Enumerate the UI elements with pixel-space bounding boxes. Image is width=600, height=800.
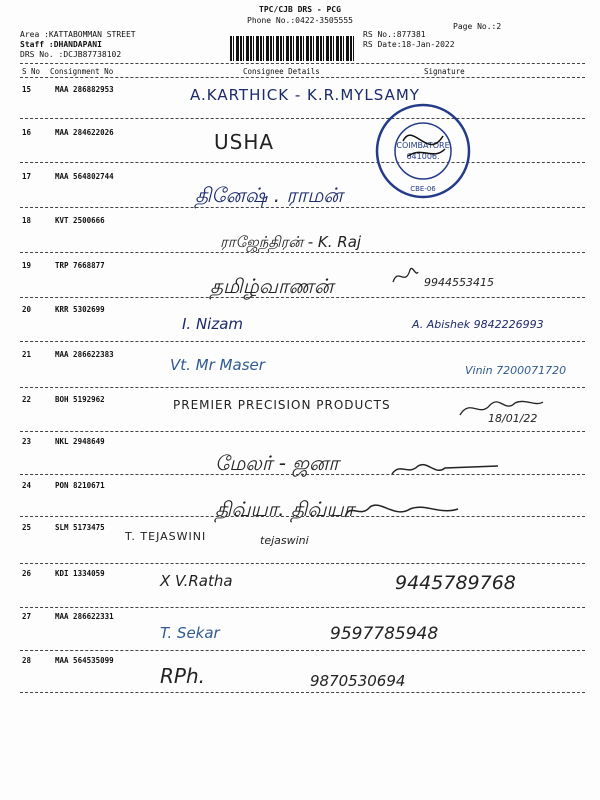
col-consignment: Consignment No [50, 67, 114, 76]
row-sno: 17 [22, 172, 32, 181]
row-consignment: NKL 2948649 [55, 437, 105, 446]
row-sno: 23 [22, 437, 32, 446]
row-consignee: X V.Ratha [160, 572, 233, 590]
row-consignee: ராஜேந்திரன் - K. Raj [220, 233, 362, 251]
drs-number: DRS No. :DCJB87738102 [20, 50, 122, 59]
divider [20, 63, 585, 64]
row-consignment: MAA 564802744 [55, 172, 114, 181]
divider [20, 162, 585, 163]
row-consignee: T. Sekar [160, 624, 220, 642]
rs-date: RS Date:18-Jan-2022 [363, 40, 455, 49]
col-sno: S No [22, 67, 41, 76]
row-sno: 25 [22, 523, 32, 532]
row-consignment: MAA 286622331 [55, 612, 114, 621]
row-sno: 21 [22, 350, 32, 359]
row-signature: 9944553415 [424, 276, 494, 289]
row-signature: 9597785948 [330, 624, 439, 644]
row-consignee: A.KARTHICK - K.R.MYLSAMY [190, 86, 420, 104]
signature-scribble [340, 497, 460, 523]
divider [20, 431, 585, 432]
row-consignment: MAA 564535099 [55, 656, 114, 665]
row-consignee: T. TEJASWINI [125, 530, 207, 543]
divider [20, 474, 585, 475]
divider [20, 607, 585, 608]
row-sno: 20 [22, 305, 32, 314]
divider [20, 77, 585, 78]
row-sno: 24 [22, 481, 32, 490]
stamp-graphic [373, 101, 473, 201]
stamp-city: COIMBATORE [396, 141, 450, 150]
row-signature: Vinin 7200071720 [465, 364, 567, 377]
divider [20, 563, 585, 564]
rs-number: RS No.:877381 [363, 30, 426, 39]
row-consignment: MAA 286622383 [55, 350, 114, 359]
row-consignment: BOH 5192962 [55, 395, 105, 404]
row-signature: tejaswini [260, 534, 309, 547]
row-sno: 18 [22, 216, 32, 225]
area-label: Area :KATTABOMMAN STREET [20, 30, 136, 39]
divider [20, 516, 585, 517]
divider [20, 650, 585, 651]
row-consignee: மேலர் - ஜனா [215, 451, 339, 475]
stamp-code: CBE-06 [410, 185, 436, 193]
row-consignee: Vt. Mr Maser [170, 356, 265, 374]
header-right [363, 30, 455, 50]
row-consignee: தினேஷ் . ராமன் [195, 183, 343, 207]
row-consignment: KDI 1334059 [55, 569, 105, 578]
signature-scribble [390, 262, 420, 290]
row-consignment: KVT 2500666 [55, 216, 105, 225]
divider [20, 118, 585, 119]
company-stamp [373, 101, 473, 201]
barcode [230, 36, 355, 61]
row-consignee: தமிழ்வாணன் [210, 274, 334, 298]
row-consignee: USHA [214, 130, 275, 154]
divider [20, 252, 585, 253]
phone-number: Phone No.:0422-3505555 [247, 16, 353, 25]
staff-name: DHANDAPANI [53, 40, 102, 49]
row-consignment: SLM 5173475 [55, 523, 105, 532]
staff-label: Staff : [20, 40, 54, 49]
stamp-pin: 641006. [406, 152, 440, 161]
row-signature: 9870530694 [310, 672, 406, 690]
divider [20, 341, 585, 342]
row-sno: 26 [22, 569, 32, 578]
col-signature: Signature [424, 67, 465, 76]
row-signature: 9445789768 [395, 572, 516, 594]
header-center [200, 4, 400, 26]
row-consignment: PON 8210671 [55, 481, 105, 490]
row-sno: 28 [22, 656, 32, 665]
row-consignee: I. Nizam [182, 315, 244, 333]
row-consignment: MAA 284622026 [55, 128, 114, 137]
row-consignment: MAA 286882953 [55, 85, 114, 94]
row-consignee: RPh. [160, 664, 205, 688]
sheet-title: TPC/CJB DRS - PCG [259, 5, 341, 14]
row-sno: 22 [22, 395, 32, 404]
page-number: Page No.:2 [453, 22, 502, 31]
divider [20, 387, 585, 388]
divider [20, 297, 585, 298]
row-sno: 16 [22, 128, 32, 137]
col-consignee: Consignee Details [243, 67, 320, 76]
divider [20, 207, 585, 208]
row-sno: 15 [22, 85, 32, 94]
staff-line [20, 40, 136, 50]
row-consignee: திவ்யா. திவ்யா [215, 497, 354, 521]
row-consignment: KRR 5302699 [55, 305, 105, 314]
header-left [20, 30, 136, 60]
row-signature: A. Abishek 9842226993 [412, 318, 544, 331]
signature-scribble [455, 393, 545, 423]
divider [20, 692, 585, 693]
row-sno: 27 [22, 612, 32, 621]
row-sno: 19 [22, 261, 32, 270]
signature-scribble [390, 458, 500, 480]
row-signature: 18/01/22 [488, 412, 538, 425]
row-consignment: TRP 7668877 [55, 261, 105, 270]
row-consignee: PREMIER PRECISION PRODUCTS [173, 398, 391, 412]
